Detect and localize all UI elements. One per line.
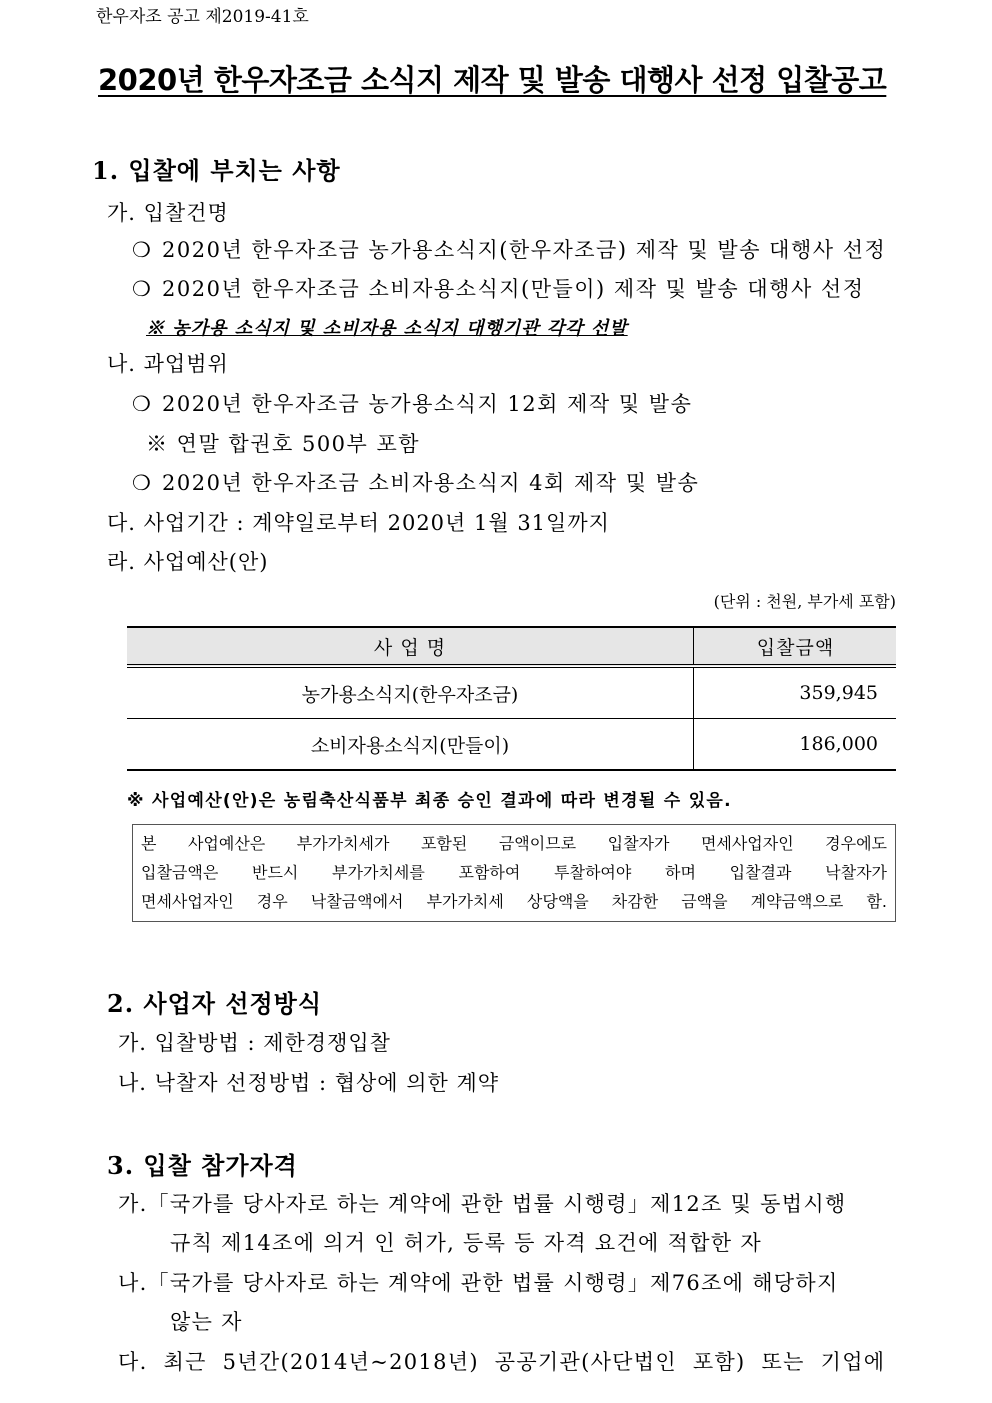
col-header-amount: 입찰금액 bbox=[694, 627, 897, 666]
s1-ra-heading: 라. 사업예산(안) bbox=[107, 550, 269, 574]
bullet-circle-icon: ❍ bbox=[132, 392, 153, 416]
s1-na-item-2: ❍ 2020년 한우자조금 소비자용소식지 4회 제작 및 발송 bbox=[132, 471, 700, 495]
bullet-circle-icon: ❍ bbox=[132, 277, 153, 301]
table-row bbox=[127, 666, 896, 719]
s1-na-item-1: ❍ 2020년 한우자조금 농가용소식지 12회 제작 및 발송 bbox=[132, 392, 693, 416]
s3-na-line-2: 않는 자 bbox=[170, 1310, 243, 1334]
page-title: 2020년 한우자조금 소식지 제작 및 발송 대행사 선정 입찰공고 bbox=[98, 63, 887, 97]
s2-na-line: 나. 낙찰자 선정방법 : 협상에 의한 계약 bbox=[118, 1071, 500, 1095]
col-header-project: 사 업 명 bbox=[127, 627, 694, 666]
s1-ga-item-1: ❍ 2020년 한우자조금 농가용소식지(한우자조금) 제작 및 발송 대행사 선정 bbox=[132, 238, 887, 262]
s3-ga-line-1: 가.「국가를 당사자로 하는 계약에 관한 법률 시행령」제12조 및 동법시행 bbox=[118, 1192, 847, 1216]
s2-ga-line: 가. 입찰방법 : 제한경쟁입찰 bbox=[118, 1031, 391, 1055]
s1-na-note: ※ 연말 합권호 500부 포함 bbox=[146, 432, 421, 456]
s1-ga-heading: 가. 입찰건명 bbox=[107, 201, 229, 225]
vat-notice-line: 본 사업예산은 부가가치세가 포함된 금액이므로 입찰자가 면세사업자인 경우에도 bbox=[141, 834, 887, 853]
s1-ga-item-2: ❍ 2020년 한우자조금 소비자용소식지(만들이) 제작 및 발송 대행사 선정 bbox=[132, 277, 865, 301]
section-1-heading: 1. 입찰에 부치는 사항 bbox=[92, 156, 341, 185]
budget-table bbox=[127, 626, 896, 771]
bullet-circle-icon: ❍ bbox=[132, 471, 153, 495]
cell-project: 농가용소식지(한우자조금) bbox=[127, 666, 694, 719]
vat-notice-line: 입찰금액은 반드시 부가가치세를 포함하여 투찰하여야 하며 입찰결과 낙찰자가 bbox=[141, 863, 887, 882]
s3-ga-line-2: 규칙 제14조에 의거 인 허가, 등록 등 자격 요건에 적합한 자 bbox=[170, 1231, 762, 1255]
budget-warning: ※ 사업예산(안)은 농림축산식품부 최종 승인 결과에 따라 변경될 수 있음. bbox=[127, 791, 732, 811]
s3-na-line-1: 나.「국가를 당사자로 하는 계약에 관한 법률 시행령」제76조에 해당하지 bbox=[118, 1271, 839, 1295]
section-2-heading: 2. 사업자 선정방식 bbox=[107, 989, 323, 1018]
bullet-circle-icon: ❍ bbox=[132, 238, 153, 262]
cell-amount: 359,945 bbox=[694, 666, 897, 719]
s1-da-line: 다. 사업기간 : 계약일로부터 2020년 1월 31일까지 bbox=[107, 511, 610, 535]
vat-notice-line: 면세사업자인 경우 낙찰금액에서 부가가치세 상당액을 차감한 금액을 계약금액으로 함. bbox=[141, 892, 887, 911]
table-row bbox=[127, 719, 896, 771]
s3-da-line-1: 다. 최근 5년간(2014년~2018년) 공공기관(사단법인 포함) 또는 기업에 bbox=[118, 1350, 886, 1374]
cell-project: 소비자용소식지(만들이) bbox=[127, 719, 694, 771]
s1-ga-note: ※ 농가용 소식지 및 소비자용 소식지 대행기관 각각 선발 bbox=[146, 318, 628, 339]
vat-notice-box bbox=[132, 824, 896, 922]
s1-na-heading: 나. 과업범위 bbox=[107, 352, 229, 376]
section-3-heading: 3. 입찰 참가자격 bbox=[107, 1151, 298, 1180]
notice-number: 한우자조 공고 제2019-41호 bbox=[96, 7, 309, 27]
unit-note: (단위 : 천원, 부가세 포함) bbox=[713, 592, 896, 611]
cell-amount: 186,000 bbox=[694, 719, 897, 771]
table-header-row bbox=[127, 627, 896, 666]
